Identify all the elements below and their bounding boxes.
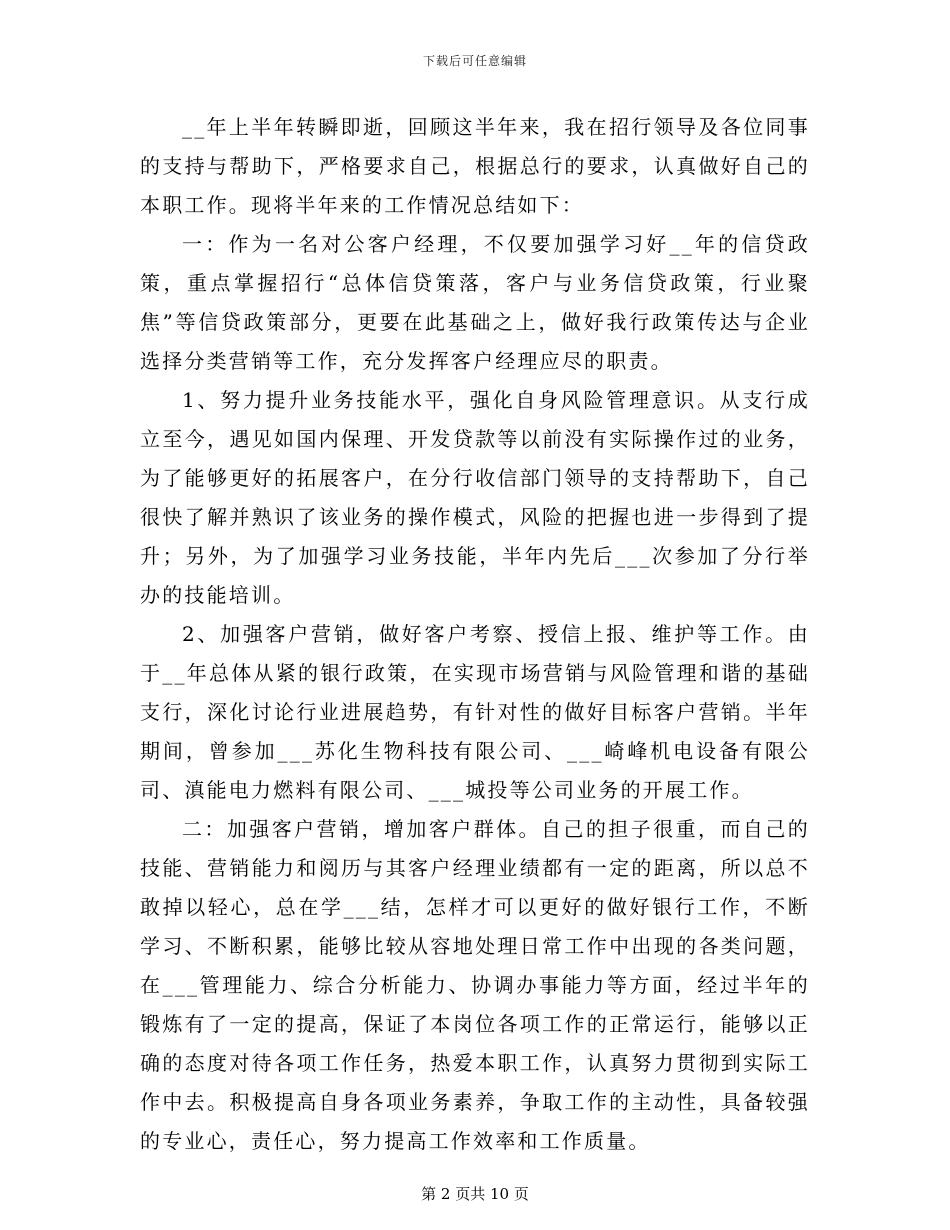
document-body [140, 108, 810, 1161]
paragraph-section-one: 一：作为一名对公客户经理，不仅要加强学习好__年的信贷政策，重点掌握招行“总体信贷策落，客户与业务信贷政策，行业聚焦”等信贷政策部分，更要在此基础之上，做好我行政策传达与企业选择分类营销等工作，充分发挥客户经理应尽的职责。 [140, 232, 810, 373]
paragraph-section-two: 二：加强客户营销，增加客户群体。自己的担子很重，而自己的技能、营销能力和阅历与其客户经理业绩都有一定的距离，所以总不敢掉以轻心，总在学___结，怎样才可以更好的做好银行工作，不断学习、不断积累，能够比较从容地处理日常工作中出现的各类问题，在___管理能力、综合分析能力、协调办事能力等方面，经过半年的锻炼有了一定的提高，保证了本岗位各项工作的正常运行，能够以正确的态度对待各项工作任务，热爱本职工作，认真努力贯彻到实际工作中去。积极提高自身各项业务素养，争取工作的主动性，具备较强的专业心，责任心，努力提高工作效率和工作质量。 [140, 817, 810, 1153]
paragraph-item-1: 1、努力提升业务技能水平，强化自身风险管理意识。从支行成立至今，遇见如国内保理、开发贷款等以前没有实际操作过的业务，为了能够更好的拓展客户，在分行收信部门领导的支持帮助下，自己很快了解并熟识了该业务的操作模式，风险的把握也进一步得到了提升；另外，为了加强学习业务技能，半年内先后___次参加了分行举办的技能培训。 [140, 388, 810, 607]
page-header: 下载后可任意编辑 [422, 54, 527, 68]
paragraph-intro: __年上半年转瞬即逝，回顾这半年来，我在招行领导及各位同事的支持与帮助下，严格要求自己，根据总行的要求，认真做好自己的本职工作。现将半年来的工作情况总结如下： [140, 115, 810, 217]
page-number-footer: 第 2 页共 10 页 [421, 1185, 529, 1203]
paragraph-item-2: 2、加强客户营销，做好客户考察、授信上报、维护等工作。由于__年总体从紧的银行政策，在实现市场营销与风险管理和谐的基础支行，深化讨论行业进展趋势，有针对性的做好目标客户营销。半年期间，曾参加___苏化生物科技有限公司、___崎峰机电设备有限公司、滇能电力燃料有限公司、___城投等公司业务的开展工作。 [140, 622, 810, 802]
